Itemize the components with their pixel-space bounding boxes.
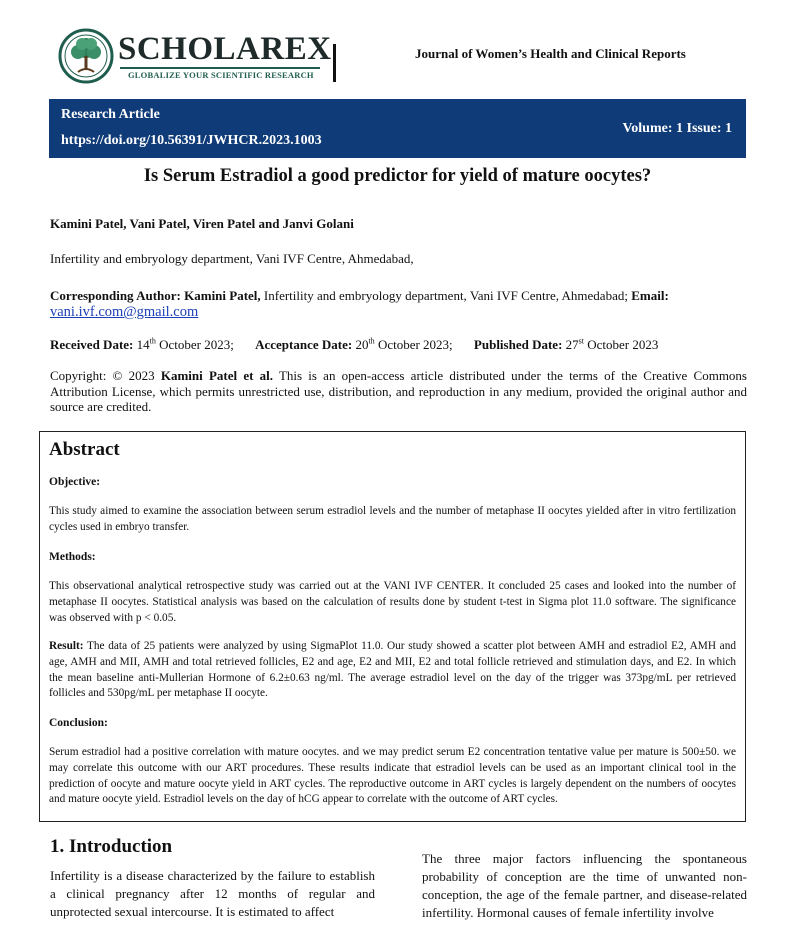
conclusion-text: Serum estradiol had a positive correlation with mature oocytes. and we may predict serum E2 concentration tentative value per mature is 500±50. we may correlate this outcome with our ART procedures. These results indicate that estradiol levels can be used as an important clinical tool in the prediction of oocyte and mature oocyte yield in ART cycles. The reproductive outcome in ART cycles is largely dependent on the numbers of oocytes and mature oocyte yield. Estradiol levels on the day of hCG appear to correlate with the outcome of ART cycles. — [49, 746, 736, 806]
corresponding-label: Corresponding Author: — [50, 288, 181, 303]
journal-name: Journal of Women’s Health and Clinical Reports — [415, 46, 686, 61]
introduction-heading: 1. Introduction — [50, 836, 173, 857]
introduction-left-column: Infertility is a disease characterized by the failure to establish a clinical pregnancy after 12 months of regular and unprotected sexual intercourse. It is estimated to affect — [50, 868, 375, 919]
received-rest: October 2023; — [155, 337, 234, 352]
acceptance-sup: th — [368, 336, 375, 346]
objective-text: This study aimed to examine the association between serum estradiol levels and the number of metaphase II oocytes yielded after in vitro fertilization cycles used in embryo transfer. — [49, 505, 736, 533]
article-banner — [49, 99, 746, 158]
volume-issue: Volume: 1 Issue: 1 — [622, 121, 732, 136]
article-title: Is Serum Estradiol a good predictor for yield of mature oocytes? — [143, 166, 652, 186]
logo-tagline: GLOBALIZE YOUR SCIENTIFIC RESEARCH — [128, 70, 314, 80]
author-list: Kamini Patel, Vani Patel, Viren Patel and Janvi Golani — [50, 216, 354, 231]
published-day: 27 — [565, 337, 579, 352]
logo-name: SCHOLAREX — [118, 31, 332, 67]
header-divider — [333, 44, 336, 82]
objective-heading: Objective: — [49, 476, 101, 488]
acceptance-label: Acceptance Date: — [255, 337, 353, 352]
logo-rule — [120, 67, 320, 69]
copyright-holder: Kamini Patel et al. — [160, 368, 273, 383]
acceptance-rest: October 2023; — [374, 337, 453, 352]
abstract-box — [39, 431, 746, 822]
corresponding-author — [50, 288, 747, 320]
copyright-text: This is an open-access article distributed under the terms of the Creative Commons Attribution License, which permits unrestricted use, distribution, and reproduction in any medium, provided the original author and source are credited. — [50, 368, 747, 414]
published-sup: st — [578, 336, 584, 346]
published-rest: October 2023 — [584, 337, 659, 352]
doi-link[interactable]: https://doi.org/10.56391/JWHCR.2023.1003 — [61, 133, 322, 148]
result-label: Result: — [49, 640, 84, 652]
page-header — [58, 26, 748, 88]
published-label: Published Date: — [473, 337, 563, 352]
published-date — [474, 337, 658, 353]
acceptance-day: 20 — [355, 337, 369, 352]
received-sup: th — [149, 336, 156, 346]
received-day: 14 — [136, 337, 150, 352]
email-label: Email: — [631, 288, 669, 303]
introduction-right-column: The three major factors influencing the spontaneous probability of conception are the time of unwanted non-conception, the age of the female partner, and disease-related infertility. Hormonal causes of female infertility involve — [422, 851, 747, 920]
article-dates — [50, 337, 676, 353]
affiliation: Infertility and embryology department, Vani IVF Centre, Ahmedabad, — [50, 251, 414, 266]
tree-icon — [58, 28, 114, 84]
received-label: Received Date: — [50, 337, 134, 352]
copyright-notice — [50, 368, 747, 415]
email-link[interactable]: vani.ivf.com@gmail.com — [50, 304, 199, 320]
publisher-logo — [58, 28, 348, 86]
copyright-prefix: Copyright: © 2023 — [50, 368, 161, 383]
methods-text: This observational analytical retrospective study was carried out at the VANI IVF CENTER. It concluded 25 cases and looked into the number of metaphase II oocytes. Statistical analysis was based on the calculation of results done by student t-test in Sigma plot 11.0 software. The significance was observed with p < 0.05. — [49, 580, 736, 624]
methods-heading: Methods: — [49, 551, 96, 563]
article-type: Research Article — [61, 107, 160, 122]
abstract-title: Abstract — [49, 439, 120, 460]
corresponding-name: Kamini Patel, — [184, 288, 261, 303]
conclusion-heading: Conclusion: — [49, 717, 108, 729]
result-text: The data of 25 patients were analyzed by using SigmaPlot 11.0. Our study showed a scatter plot between AMH and estradiol E2, AMH and age, AMH and MII, AMH and total retrieved follicles, E2 and age, E2 and MII, E2 and total follicle retrieved and stimulation days, and E2. In which the mean baseline anti-Mullerian Hormone of 6.2±0.63 ng/ml. The average estradiol level on the day of the trigger was 373pg/mL per retrieved follicles and 530pg/mL per metaphase II oocyte. — [49, 640, 736, 700]
corresponding-affiliation: Infertility and embryology department, Vani IVF Centre, Ahmedabad; — [260, 288, 632, 303]
acceptance-date — [255, 337, 453, 353]
received-date — [50, 337, 234, 353]
result-paragraph — [49, 639, 736, 702]
